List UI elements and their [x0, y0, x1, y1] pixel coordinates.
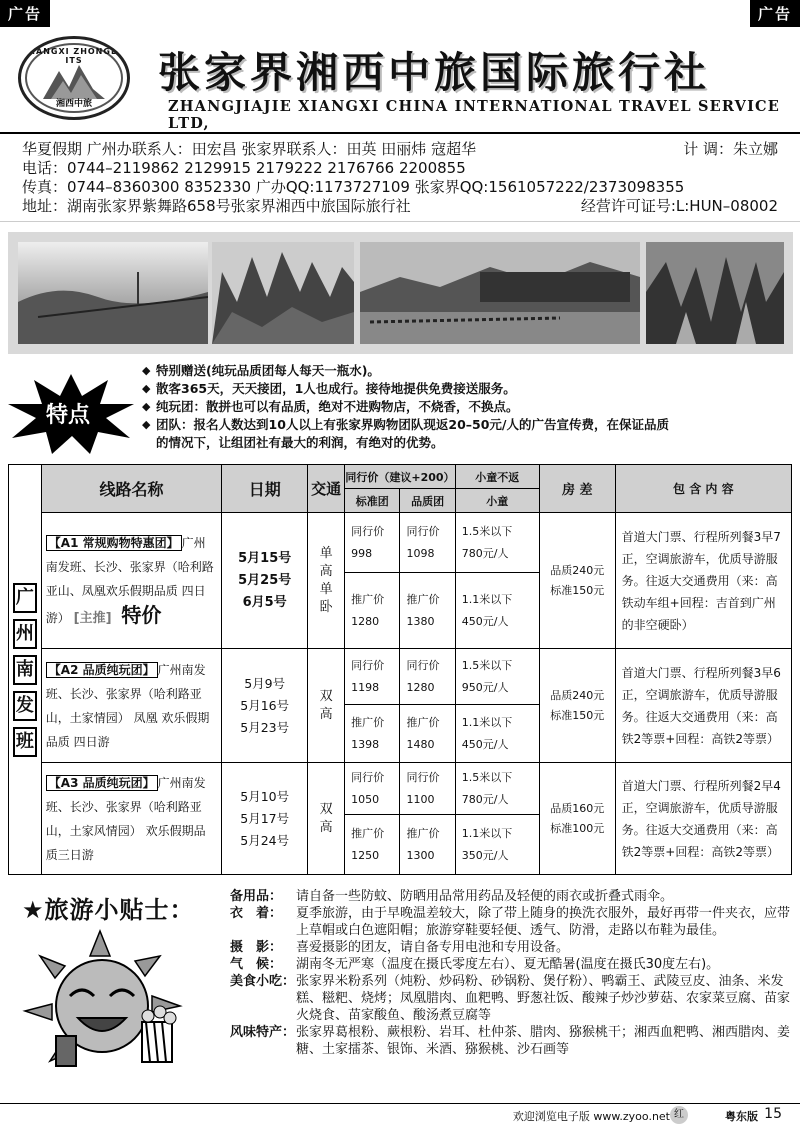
trans-char: 高 — [319, 563, 333, 579]
date-item: 5月23号 — [240, 719, 290, 735]
contact-fax-qq: 传真：0744–8360300 8352330 广办QQ:1173727109 张家界QQ:1561057222/2373098355 — [22, 178, 685, 196]
page-number: 15 — [764, 1106, 782, 1122]
side-char: 州 — [13, 619, 37, 649]
tip-item: 气 候： 湖南冬无严寒（温度在摄氏零度左右）、夏无酷暑(温度在摄氏30度左右)。 — [230, 957, 720, 972]
child-price-cell: 1.5米以下 780元/人 — [455, 763, 539, 815]
diff-cell: 品质240元 标准150元 — [539, 513, 615, 649]
side-char: 发 — [13, 691, 37, 721]
scenic-photos — [8, 232, 793, 354]
side-label — [9, 465, 42, 875]
ad-label-right: 广告 — [750, 0, 800, 27]
price-cell: 推广价 1480 — [400, 705, 455, 763]
child-price-cell: 1.1米以下 450元/人 — [455, 705, 539, 763]
price-cell: 推广价 1280 — [345, 573, 400, 649]
contact-phone: 电话：0744–2119862 2129915 2179222 2176766 2200855 — [22, 159, 466, 177]
header-route: 线路名称 — [41, 465, 221, 513]
date-cell — [222, 649, 308, 763]
date-item: 5月10号 — [240, 788, 290, 804]
diff-cell: 品质240元 标准150元 — [539, 649, 615, 763]
date-item: 5月15号 — [238, 550, 292, 566]
trans-char: 单 — [319, 581, 333, 597]
header-child: 小童不返 — [455, 465, 539, 489]
route-tag: 【A3 品质纯玩团】 — [46, 775, 158, 791]
feature-item: ◆ 散客365天，天天接团，1人也成行。接待地提供免费接送服务。 — [142, 380, 669, 398]
header-std: 标准团 — [345, 489, 400, 513]
agency-logo — [18, 36, 130, 120]
header-incl: 包 含 内 容 — [615, 465, 791, 513]
mountain-icon — [41, 61, 107, 101]
price-cell: 同行价 1100 — [400, 763, 455, 815]
route-tag: 【A2 品质纯玩团】 — [46, 662, 158, 678]
side-char: 南 — [13, 655, 37, 685]
price-cell: 推广价 1398 — [345, 705, 400, 763]
website-link[interactable]: 欢迎浏览电子版 www.zyoo.net — [512, 1110, 670, 1123]
page-footer — [0, 1103, 800, 1125]
features-list — [142, 362, 669, 452]
trans-char: 单 — [319, 545, 333, 561]
header-date: 日期 — [222, 465, 308, 513]
date-item: 5月24号 — [240, 832, 290, 848]
child-price-cell: 1.5米以下 950元/人 — [455, 649, 539, 705]
incl-cell: 首道大门票、行程所列餐2早4正，空调旅游车，优质导游服务。往返大交通费用（来：高铁2等票+回程：高铁2等票） — [615, 763, 791, 875]
photo-peaks — [212, 242, 354, 344]
contact-info — [0, 132, 800, 222]
trans-char: 卧 — [319, 599, 333, 615]
route-desc: 广州南发班、长沙、张家界（哈利路亚山、凤凰欢乐假期品质 四日游） — [45, 535, 214, 625]
route-desc: 广州南发班、长沙、张家界（哈利路亚山，土家情园） 凤凰 欢乐假期品质 四日游 — [45, 662, 210, 749]
features-badge: 特点 — [46, 403, 91, 428]
route-row-a3 — [9, 763, 792, 815]
feature-item-continued: 的情况下，让组团社有最大的利润，有绝对的优势。 — [156, 435, 444, 450]
agency-title-en: ZHANGJIAJIE XIANGXI CHINA INTERNATIONAL TRAVEL SERVICE LTD, — [168, 98, 781, 132]
tip-item: 美食小吃： 张家界米粉系列（炖粉、炒码粉、砂锅粉、煲仔粉）、鸭霸王、武陵豆皮、油条、米发糕、糍粑、烧烤；凤凰腊肉、血粑鸭、野葱社饭、酸辣子炒沙萝菇、农家菜豆腐、苗家火烧食、苗家酸鱼、酸汤煮豆腐等 — [230, 974, 791, 1023]
tips-list — [230, 888, 790, 1058]
trans-char: 高 — [319, 819, 333, 835]
agency-title-cn: 张家界湘西中旅国际旅行社 — [158, 48, 711, 97]
contact-license: 经营许可证号:L:HUN–08002 — [580, 197, 778, 215]
logo-text-top: XIANGXI ZHONGLV ITS — [24, 47, 124, 65]
trans-char: 高 — [319, 706, 333, 722]
header — [0, 22, 800, 132]
incl-cell: 首道大门票、行程所列餐3早7正，空调旅游车，优质导游服务。往返大交通费用（来：高铁动车组+回程：吉首到广州的非空硬卧） — [615, 513, 791, 649]
sun-mascot-icon — [20, 926, 200, 1076]
tips-title: ★旅游小贴士： — [22, 896, 195, 924]
special-price-label: 特价 — [121, 602, 162, 627]
contact-people: 华夏假期 广州办联系人：田宏昌 张家界联系人：田英 田丽炜 寇超华 — [22, 140, 477, 158]
header-peer: 同行价（建议+200） — [345, 465, 456, 489]
side-char: 班 — [13, 727, 37, 757]
price-cell: 同行价 998 — [345, 513, 400, 573]
date-item: 5月9号 — [244, 675, 286, 691]
route-row-a1 — [9, 513, 792, 573]
child-price-cell: 1.1米以下 450元/人 — [455, 573, 539, 649]
route-table — [8, 464, 792, 875]
route-row-a2 — [9, 649, 792, 705]
route-cell — [41, 649, 221, 763]
features-section — [0, 360, 800, 460]
photo-bridge — [18, 242, 208, 344]
header-child-sub: 小童 — [455, 489, 539, 513]
date-cell — [222, 513, 308, 649]
price-cell: 推广价 1250 — [345, 815, 400, 875]
price-cell: 同行价 1050 — [345, 763, 400, 815]
route-cell — [41, 513, 221, 649]
feature-item: ◆ 纯玩团：散拼也可以有品质，绝对不进购物店，不烧香，不换点。 — [142, 398, 669, 416]
photo-fenghuang — [360, 242, 640, 344]
newspaper-logo-icon: 红 — [670, 1106, 688, 1124]
contact-planner: 计 调：朱立娜 — [683, 140, 778, 158]
tip-item: 衣 着： 夏季旅游，由于早晚温差较大，除了带上随身的换洗衣服外，最好再带一件夹衣，应带上草帽或白色遮阳帽；旅游穿鞋要轻便、透气、防滑，走路以布鞋为最佳。 — [230, 906, 791, 938]
side-char: 广 — [13, 583, 37, 613]
tip-item: 风味特产： 张家界葛根粉、蕨根粉、岩耳、杜仲茶、腊肉、猕猴桃干；湘西血粑鸭、湘西腊肉、姜糖、土家擂茶、银饰、米酒、猕猴桃、沙石画等 — [230, 1025, 791, 1057]
date-item: 5月16号 — [240, 697, 290, 713]
price-cell: 同行价 1280 — [400, 649, 455, 705]
date-item: 5月25号 — [238, 572, 292, 588]
trans-cell — [308, 513, 345, 649]
promo-label: [主推] — [73, 610, 112, 626]
edition-label: 粤东版 — [725, 1110, 758, 1123]
date-cell — [222, 763, 308, 875]
tip-item: 摄 影： 喜爱摄影的团友，请自备专用电池和专用设备。 — [230, 940, 570, 955]
route-desc: 广州南发班、长沙、张家界（哈利路亚山，土家风情园） 欢乐假期品质三日游 — [45, 775, 206, 862]
trans-char: 双 — [319, 688, 333, 704]
price-cell: 同行价 1198 — [345, 649, 400, 705]
ad-label-left: 广告 — [0, 0, 50, 27]
child-price-cell: 1.5米以下 780元/人 — [455, 513, 539, 573]
trans-cell — [308, 763, 345, 875]
date-item: 6月5号 — [242, 594, 287, 610]
price-cell: 推广价 1300 — [400, 815, 455, 875]
header-diff: 房 差 — [539, 465, 615, 513]
feature-item: ◆ 特别赠送(纯玩品质团每人每天一瓶水)。 — [142, 362, 669, 380]
tip-item: 备用品： 请自备一些防蚊、防晒用品常用药品及轻便的雨衣或折叠式雨伞。 — [230, 889, 674, 904]
feature-item: ◆ 团队：报名人数达到10人以上有张家界购物团队现返20–50元/人的广告宣传费，在保证品质 — [142, 416, 669, 434]
route-cell — [41, 763, 221, 875]
header-trans: 交通 — [308, 465, 345, 513]
price-cell: 推广价 1380 — [400, 573, 455, 649]
price-cell: 同行价 1098 — [400, 513, 455, 573]
diff-cell: 品质160元 标准100元 — [539, 763, 615, 875]
contact-address: 地址：湖南张家界紫舞路658号张家界湘西中旅国际旅行社 — [22, 197, 411, 215]
incl-cell: 首道大门票、行程所列餐3早6正，空调旅游车，优质导游服务。往返大交通费用（来：高铁2等票+回程：高铁2等票） — [615, 649, 791, 763]
route-tag: 【A1 常规购物特惠团】 — [46, 535, 182, 551]
photo-cave — [646, 242, 784, 344]
trans-cell — [308, 649, 345, 763]
header-qual: 品质团 — [400, 489, 455, 513]
logo-text-bottom: 湘西中旅 — [55, 99, 92, 109]
trans-char: 双 — [319, 801, 333, 817]
child-price-cell: 1.1米以下 350元/人 — [455, 815, 539, 875]
travel-tips — [0, 886, 800, 1086]
date-item: 5月17号 — [240, 810, 290, 826]
